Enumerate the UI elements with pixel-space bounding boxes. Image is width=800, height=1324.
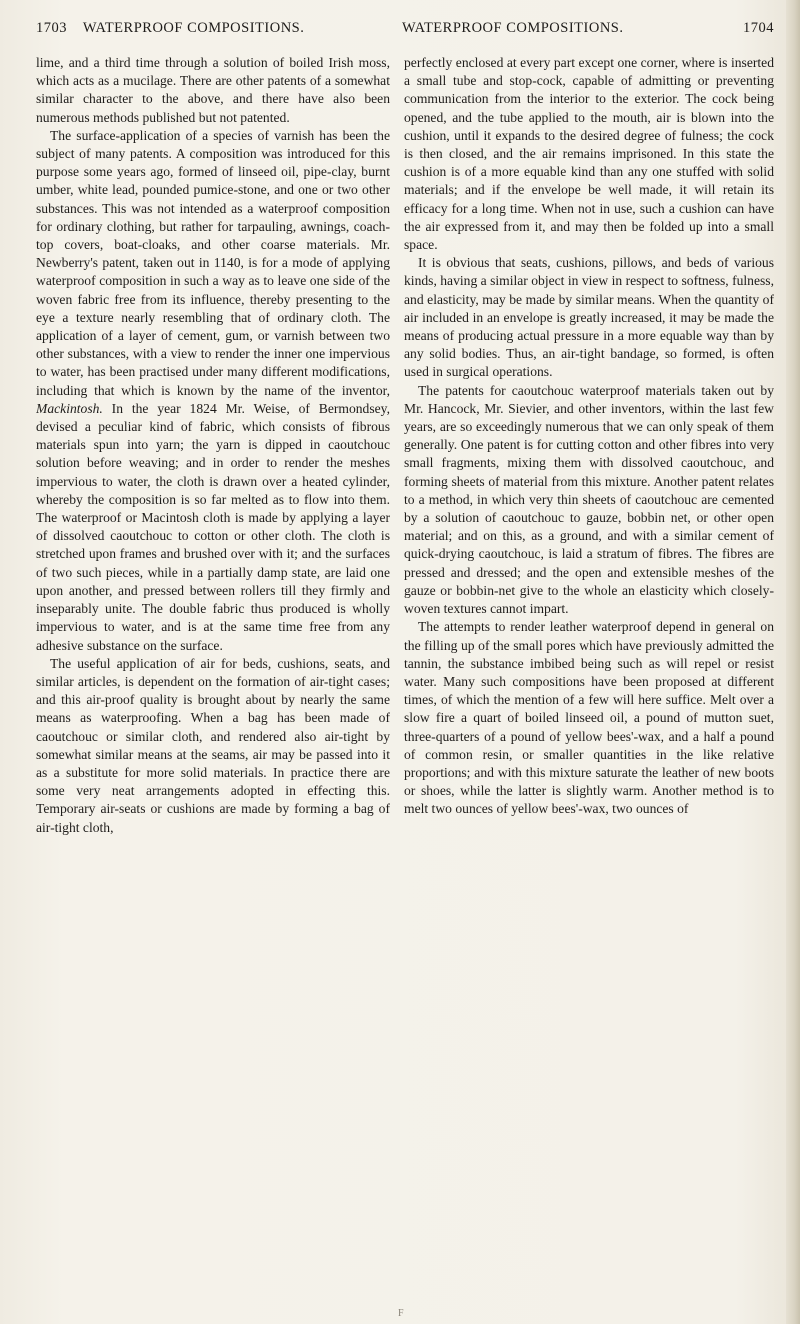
left-paragraph-2-text: The surface-application of a species of varnish has been the subject of many patents. A composition was introduced for this purpose some years ago, formed of linseed oil, pipe-clay, burnt umber, white lead, pounded pumice-stone, and one or two other substances. This was not intended as a waterproof composition for ordinary clothing, but rather for tarpauling, awnings, coach-top covers, boat-cloaks, and other coarse materials. Mr. Newberry's patent, taken out in 1140, is for a mode of applying waterproof composition in such a way as to leave one side of the woven fabric free from its influence, thereby presenting to the eye a texture nearly resembling that of ordinary cloth. The application of a layer of cement, gum, or varnish between two other substances, with a view to render the inner one impervious to water, has been practised under many different modifications, including that which is known by the name of the inventor,	[36, 127, 390, 398]
left-page-number: 1703	[36, 20, 67, 36]
left-column	[36, 54, 390, 1304]
right-paragraph-3: The patents for caoutchouc waterproof materials taken out by Mr. Hancock, Mr. Sievier, and other inventors, within the last few years, are so exceedingly numerous that we can only speak of them generally. One patent is for cutting cotton and other fibres into very small fragments, mixing them with dissolved caoutchouc, and forming sheets of material from this mixture. Another patent relates to a method, in which very thin sheets of caoutchouc are cemented by a solution of caoutchouc to gauze, bobbin net, or other open material; and on this, as a ground, and with a similar cement of quick-drying caoutchouc, is laid a stratum of fibres. The fibres are pressed and dressed; and the open and extensible meshes of the gauze or bobbin-net give to the whole an elasticity which closely-woven textures cannot impart.	[404, 382, 774, 617]
page-edge	[786, 0, 800, 1324]
right-paragraph-1: perfectly enclosed at every part except one corner, where is inserted a small tube and stop-cock, capable of admitting or preventing communication from the interior to the exterior. The cock being opened, and the tube applied to the mouth, air is blown into the cushion, until it expands to the desired degree of fulness; the cock is then closed, and the air remains imprisoned. In this state the cushion is of a more equable kind than any one stuffed with solid materials; and if the envelope be well made, it will retain its efficacy for a long time. When not in use, such a cushion can have the air expressed from it, and may then be folded up into a small space.	[404, 55, 774, 253]
left-running-head	[36, 20, 390, 42]
right-paragraph-4: The attempts to render leather waterproof depend in general on the filling up of the small pores which have previously admitted the tannin, the substance imbibed being such as will repel or resist water. Many such compositions have been proposed at different times, of which the mention of a few will here suffice. Melt over a slow fire a quart of boiled linseed oil, a pound of mutton suet, three-quarters of a pound of yellow bees'-wax, and a half a pound of common resin, or smaller quantities in the like relative proportions; and with this mixture saturate the leather of new boots or shoes, while the latter is slightly warm. Another method is to melt two ounces of yellow bees'-wax, two ounces of	[404, 619, 774, 817]
left-paragraph-1: lime, and a third time through a solution of boiled Irish moss, which acts as a mucilage. There are other patents of a somewhat similar character to the above, and there have also been numerous methods published but not patented.	[36, 55, 390, 125]
right-running-head	[402, 20, 774, 42]
left-page-title: WATERPROOF COMPOSITIONS.	[82, 20, 305, 36]
left-paragraph-2	[36, 127, 390, 655]
printer-mark: F	[398, 1308, 404, 1319]
right-page-number: 1704	[743, 20, 774, 36]
left-paragraph-2-tail: In the year 1824 Mr. Weise, of Bermondsey, devised a peculiar kind of fabric, which consists of fibrous materials spun into yarn; the yarn is dipped in caoutchouc solution before weaving; and in order to render the meshes impervious to water, the cloth is drawn over a heated cylinder, whereby the composition is so far melted as to flow into them. The waterproof or Macintosh cloth is made by applying a layer of dissolved caoutchouc to cotton or other cloth. The cloth is stretched upon frames and brushed over with it; and the surfaces of two such pieces, while in a partially damp state, are laid one upon another, and pressed between rollers till they firmly and inseparably unite. The double fabric thus produced is wholly impervious to water, and is at the same time free from any adhesive substance on the surface.	[36, 400, 390, 653]
right-paragraph-2: It is obvious that seats, cushions, pillows, and beds of various kinds, having a similar object in view in respect to softness, fulness, and elasticity, may be made by similar means. When the quantity of air included in an envelope is greatly increased, it may be made the means of producing actual pressure in a more equable way than by any solid bodies. Thus, an air-tight bandage, so formed, is often used in surgical operations.	[404, 255, 774, 380]
inventor-name-italic: Mackintosh.	[36, 400, 103, 416]
left-paragraph-3: The useful application of air for beds, cushions, seats, and similar articles, is dependent on the formation of air-tight cases; and this air-proof quality is brought about by nearly the same means as waterproofing. When a bag has been made of caoutchouc or similar cloth, and rendered also air-tight by somewhat similar means at the seams, air may be passed into it as a substitute for more solid materials. In practice there are some very neat arrangements adopted in effecting this. Temporary air-seats or cushions are made by forming a bag of air-tight cloth,	[36, 655, 390, 835]
right-column	[404, 54, 774, 1304]
right-page-title: WATERPROOF COMPOSITIONS.	[402, 20, 624, 36]
